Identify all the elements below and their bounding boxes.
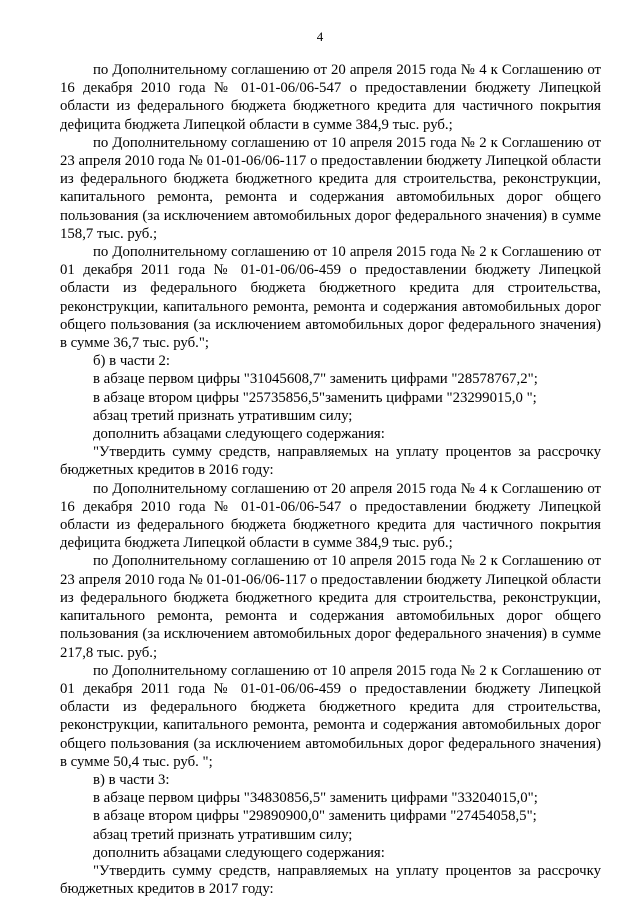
paragraph: по Дополнительному соглашению от 20 апреля 2015 года № 4 к Соглашению от 16 декабря 2010 года № 01-01-06/06-547 о предоставлении бюджету Липецкой области из федерального бюджета бюджетного кредита для частичного покрытия дефицита бюджета Липецкой области в сумме 384,9 тыс. руб.; (60, 62, 601, 133)
paragraph: дополнить абзацами следующего содержания: (93, 844, 385, 861)
paragraph: по Дополнительному соглашению от 10 апреля 2015 года № 2 к Соглашению от 23 апреля 2010 года № 01-01-06/06-117 о предоставлении бюджету Липецкой области из федерального бюджета бюджетного кредита для строительства, реконструкции, капитального ремонта, ремонта и содержания автомобильных дорог общего пользования (за исключением автомобильных дорог федерального значения) в сумме 217,8 тыс. руб.; (60, 553, 601, 661)
paragraph: в абзаце втором цифры "25735856,5"заменить цифрами "23299015,0 "; (93, 389, 537, 406)
paragraph: в) в части 3: (93, 771, 170, 788)
paragraph: дополнить абзацами следующего содержания: (93, 426, 385, 443)
paragraph: в абзаце втором цифры "29890900,0" заменить цифрами "27454058,5"; (93, 808, 537, 825)
paragraph: по Дополнительному соглашению от 10 апреля 2015 года № 2 к Соглашению от 01 декабря 2011 года № 01-01-06/06-459 о предоставлении бюджету Липецкой области из федерального бюджета бюджетного кредита для строительства, реконструкции, капитального ремонта, ремонта и содержания автомобильных дорог общего пользования (за исключением автомобильных дорог федерального значения) в сумме 36,7 тыс. руб."; (60, 244, 601, 352)
paragraph: "Утвердить сумму средств, направляемых на уплату процентов за рассрочку бюджетных кредитов в 2016 году: (60, 444, 601, 479)
page-number: 4 (316, 29, 324, 44)
document-body (60, 61, 601, 898)
paragraph: в абзаце первом цифры "31045608,7" заменить цифрами "28578767,2"; (93, 371, 538, 388)
paragraph: абзац третий признать утратившим силу; (93, 826, 353, 843)
paragraph: б) в части 2: (93, 353, 171, 370)
paragraph: абзац третий признать утратившим силу; (93, 407, 353, 424)
paragraph: по Дополнительному соглашению от 20 апреля 2015 года № 4 к Соглашению от 16 декабря 2010 года № 01-01-06/06-547 о предоставлении бюджету Липецкой области из федерального бюджета бюджетного кредита для частичного покрытия дефицита бюджета Липецкой области в сумме 384,9 тыс. руб.; (60, 480, 601, 552)
paragraph: по Дополнительному соглашению от 10 апреля 2015 года № 2 к Соглашению от 01 декабря 2011 года № 01-01-06/06-459 о предоставлении бюджету Липецкой области из федерального бюджета бюджетного кредита для строительства, реконструкции, капитального ремонта, ремонта и содержания автомобильных дорог общего пользования (за исключением автомобильных дорог федерального значения) в сумме 50,4 тыс. руб. "; (60, 662, 601, 770)
paragraph: в абзаце первом цифры "34830856,5" заменить цифрами "33204015,0"; (93, 790, 538, 807)
paragraph: "Утвердить сумму средств, направляемых на уплату процентов за рассрочку бюджетных кредитов в 2017 году: (60, 862, 601, 898)
paragraph: по Дополнительному соглашению от 10 апреля 2015 года № 2 к Соглашению от 23 апреля 2010 года № 01-01-06/06-117 о предоставлении бюджету Липецкой области из федерального бюджета бюджетного кредита для строительства, реконструкции, капитального ремонта, ремонта и содержания автомобильных дорог общего пользования (за исключением автомобильных дорог федерального значения) в сумме 158,7 тыс. руб.; (60, 134, 601, 242)
